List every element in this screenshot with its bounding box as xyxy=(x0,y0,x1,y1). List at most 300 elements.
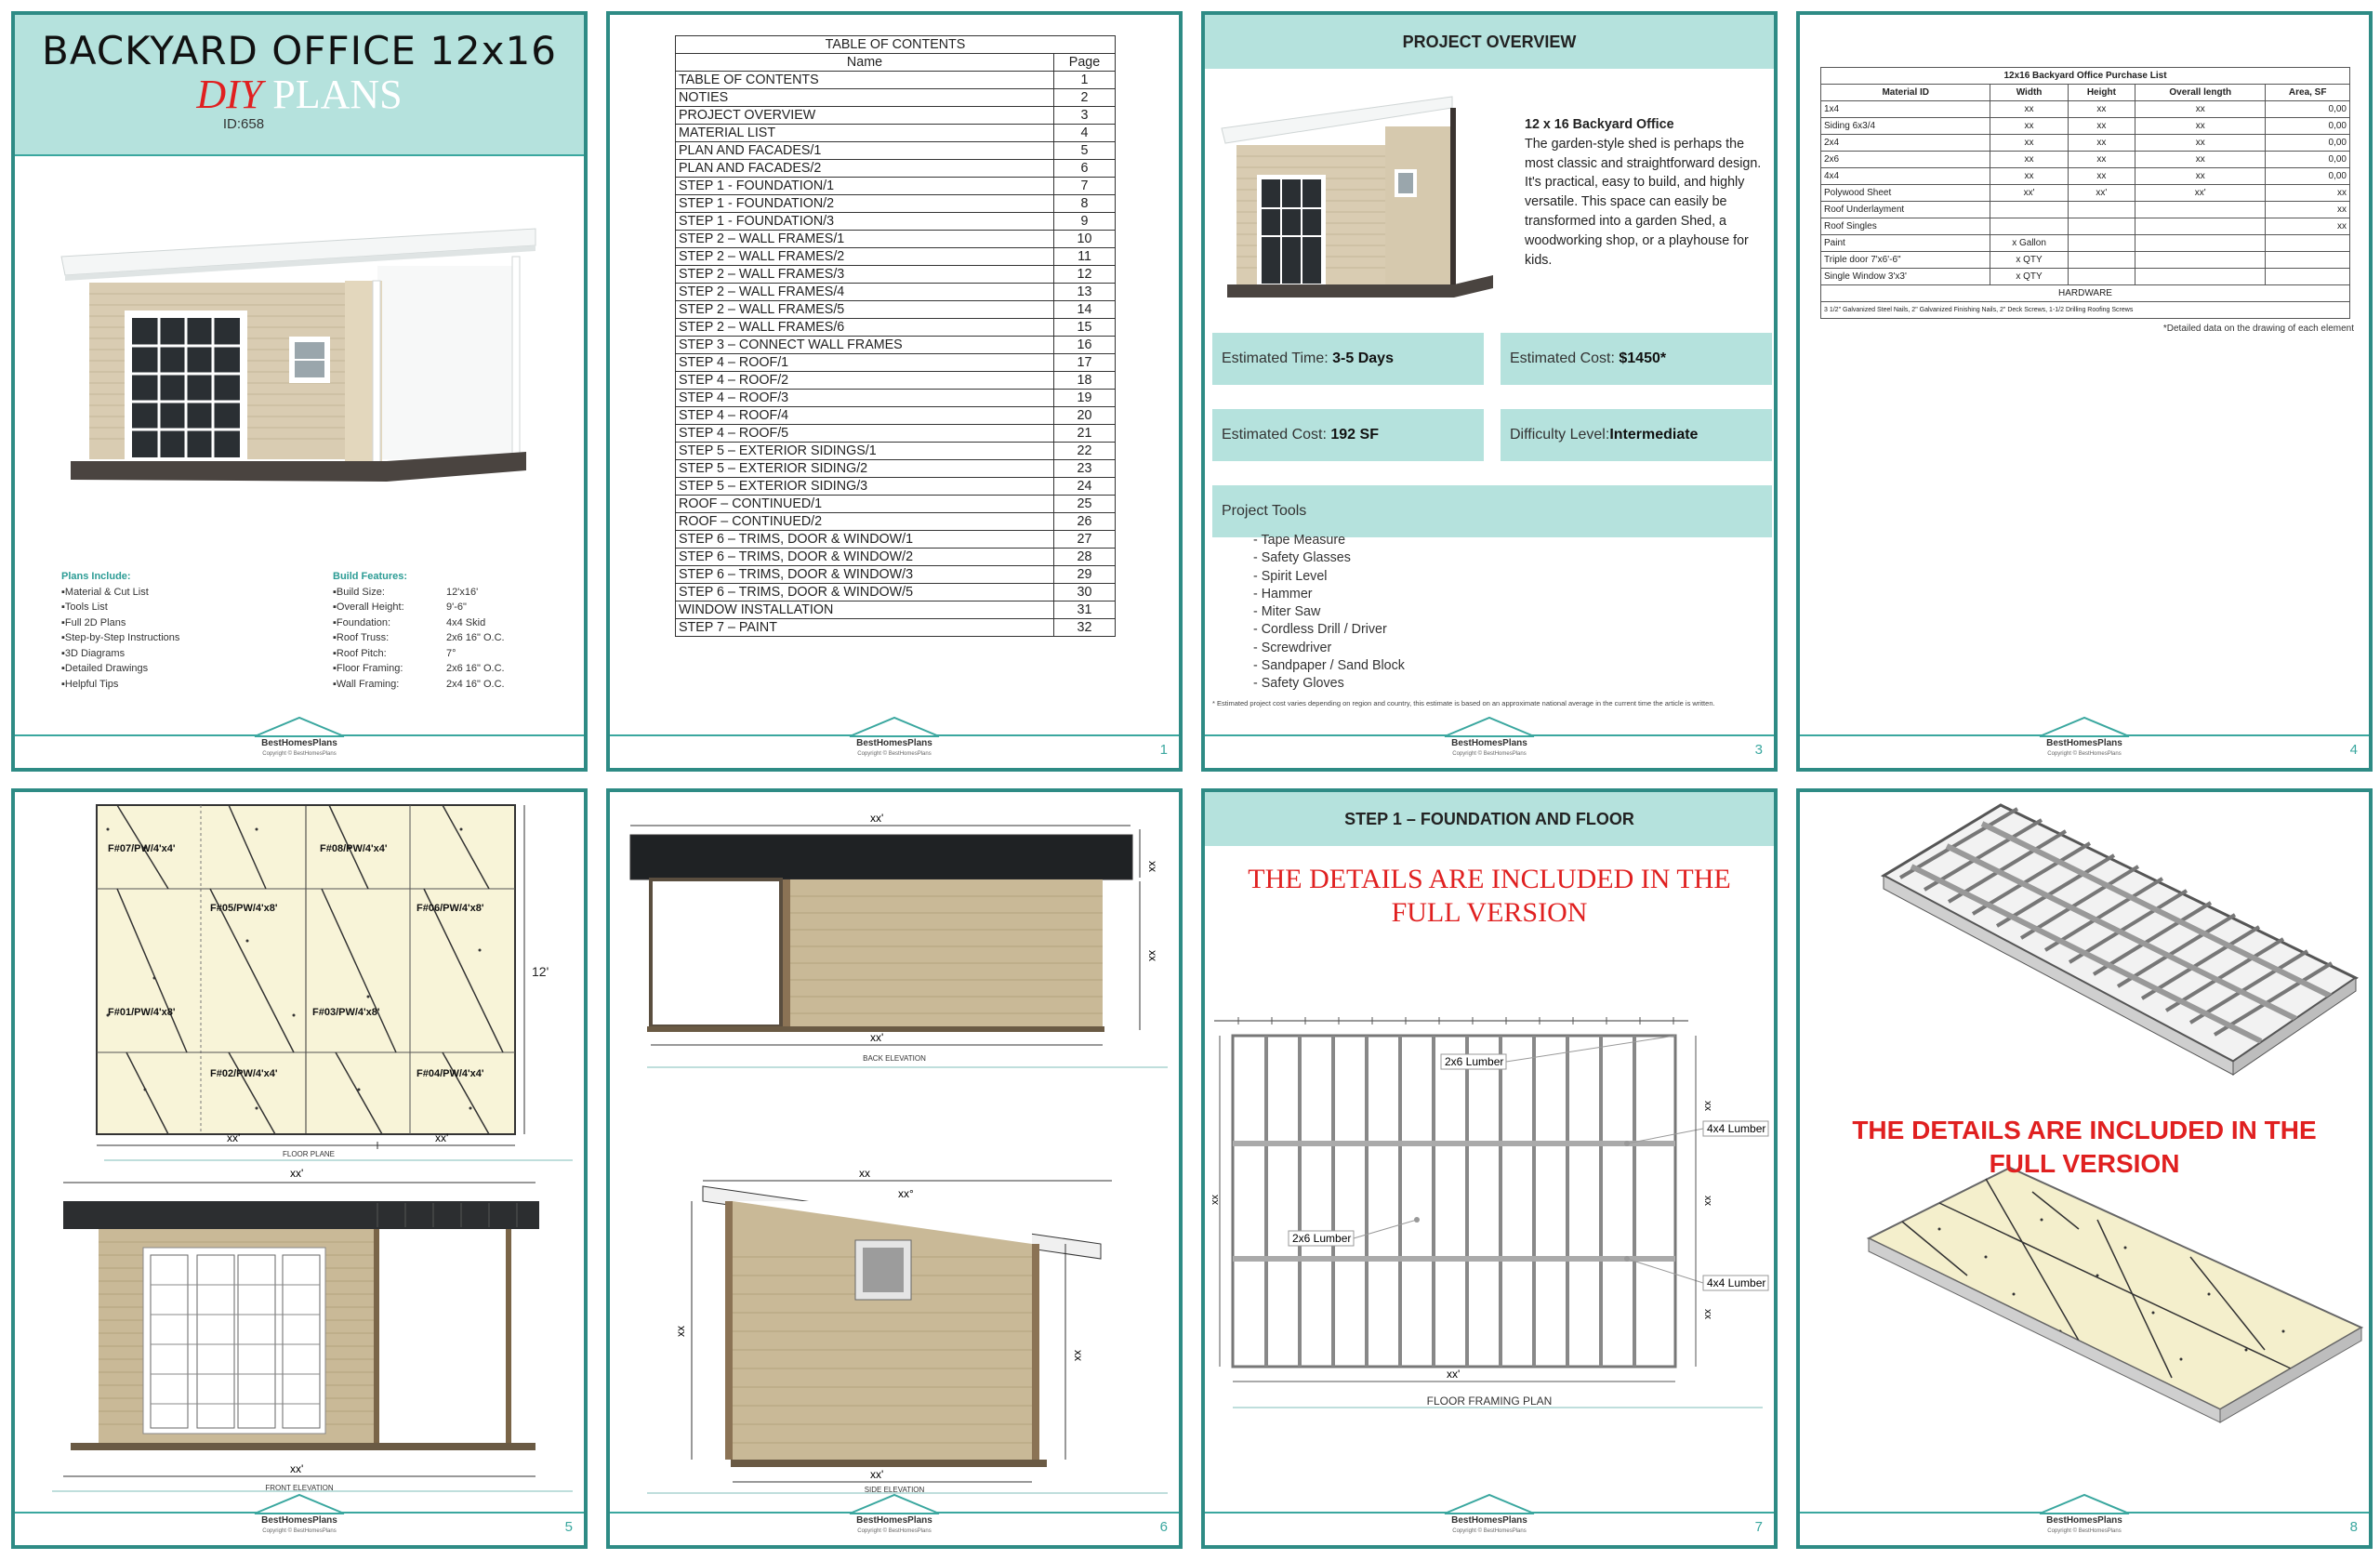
page-footer xyxy=(610,714,1179,768)
material-id-cell: Siding 6x3/4 xyxy=(1821,118,1990,135)
material-value-cell xyxy=(2068,269,2135,285)
sheet-label: F#07/PW/4'x4' xyxy=(108,843,176,854)
toc-entry-name: PLAN AND FACADES/2 xyxy=(676,160,1054,178)
toc-col-name: Name xyxy=(676,54,1054,72)
house-logo-icon xyxy=(2038,1491,2131,1515)
toc-row[interactable] xyxy=(676,284,1116,301)
plans-include-item: ▪3D Diagrams xyxy=(61,647,126,659)
step1-heading: STEP 1 – FOUNDATION AND FLOOR xyxy=(1205,792,1774,846)
material-id-cell: Roof Underlayment xyxy=(1821,202,1990,218)
tool-item: - Sandpaper / Sand Block xyxy=(1253,658,1405,674)
page-number: 1 xyxy=(1159,742,1168,758)
details-notice-line1: THE DETAILS ARE INCLUDED IN THE xyxy=(1852,1116,2317,1144)
page-project-overview[interactable] xyxy=(1201,11,1778,772)
purchase-list-header: Height xyxy=(2068,85,2135,101)
toc-row[interactable] xyxy=(676,478,1116,496)
purchase-list-row xyxy=(1821,101,2350,118)
toc-row[interactable] xyxy=(676,425,1116,443)
toc-row[interactable] xyxy=(676,531,1116,549)
project-tools-box xyxy=(1212,485,1772,537)
front-elevation-caption: FRONT ELEVATION xyxy=(265,1484,334,1492)
dim-label: xx xyxy=(859,1167,870,1180)
estimated-time-box xyxy=(1212,333,1484,385)
lumber-label: 4x4 Lumber xyxy=(1707,1122,1766,1135)
toc-entry-name: STEP 5 – EXTERIOR SIDING/3 xyxy=(676,478,1054,496)
tool-item: - Miter Saw xyxy=(1253,604,1321,620)
material-value-cell: xx xyxy=(2135,152,2266,168)
estimated-area-label: Estimated Cost: xyxy=(1222,427,1331,443)
toc-entry-page: 19 xyxy=(1054,390,1116,407)
dim-label: xx' xyxy=(290,1167,304,1180)
house-logo-icon xyxy=(2038,714,2131,738)
toc-row[interactable] xyxy=(676,248,1116,266)
toc-entry-name: STEP 1 - FOUNDATION/1 xyxy=(676,178,1054,195)
material-value-cell: xx' xyxy=(2135,185,2266,202)
toc-entry-name: STEP 5 – EXTERIOR SIDINGS/1 xyxy=(676,443,1054,460)
toc-title: TABLE OF CONTENTS xyxy=(676,36,1116,54)
toc-row[interactable] xyxy=(676,160,1116,178)
toc-col-page: Page xyxy=(1054,54,1116,72)
toc-row[interactable] xyxy=(676,513,1116,531)
dim-label: xx xyxy=(674,1326,687,1337)
toc-entry-name: STEP 4 – ROOF/2 xyxy=(676,372,1054,390)
footer-copyright: Copyright © BestHomesPlans xyxy=(857,751,932,757)
build-feature-item: ▪Roof Pitch: 7° xyxy=(333,647,456,659)
toc-entry-page: 27 xyxy=(1054,531,1116,549)
lumber-label: 2x6 Lumber xyxy=(1445,1055,1504,1068)
page-footer xyxy=(1800,1491,2369,1545)
side-elevation-caption: SIDE ELEVATION xyxy=(864,1486,925,1494)
toc-entry-name: STEP 2 – WALL FRAMES/1 xyxy=(676,231,1054,248)
toc-row[interactable] xyxy=(676,301,1116,319)
footer-brand: BestHomesPlans xyxy=(2046,738,2122,748)
material-value-cell: xx' xyxy=(1990,185,2068,202)
toc-entry-page: 15 xyxy=(1054,319,1116,337)
page-footer xyxy=(1800,714,2369,768)
tool-item: - Safety Glasses xyxy=(1253,550,1351,566)
toc-entry-name: STEP 4 – ROOF/4 xyxy=(676,407,1054,425)
page-footer xyxy=(15,1491,584,1545)
lumber-label: 2x6 Lumber xyxy=(1292,1232,1352,1245)
toc-row[interactable] xyxy=(676,549,1116,566)
material-value-cell: xx xyxy=(2266,218,2350,235)
toc-entry-page: 29 xyxy=(1054,566,1116,584)
details-notice-line2: FULL VERSION xyxy=(1391,897,1588,928)
toc-entry-page: 4 xyxy=(1054,125,1116,142)
material-value-cell: x QTY xyxy=(1990,252,2068,269)
estimated-cost-label: Estimated Cost: xyxy=(1510,350,1620,366)
plans-include-item: ▪Full 2D Plans xyxy=(61,616,126,628)
difficulty-box xyxy=(1501,409,1772,461)
toc-entry-page: 10 xyxy=(1054,231,1116,248)
material-value-cell: xx xyxy=(2135,168,2266,185)
build-feature-item: ▪Wall Framing: 2x4 16" O.C. xyxy=(333,678,505,690)
material-value-cell xyxy=(2135,269,2266,285)
estimated-time-label: Estimated Time: xyxy=(1222,350,1333,366)
toc-row[interactable] xyxy=(676,337,1116,354)
cover-plans: PLANS xyxy=(272,72,403,117)
toc-entry-name: STEP 2 – WALL FRAMES/4 xyxy=(676,284,1054,301)
purchase-list-row xyxy=(1821,118,2350,135)
footer-copyright: Copyright © BestHomesPlans xyxy=(857,1528,932,1534)
material-id-cell: Polywood Sheet xyxy=(1821,185,1990,202)
footer-brand: BestHomesPlans xyxy=(261,1515,337,1526)
toc-row[interactable] xyxy=(676,142,1116,160)
tool-item: - Cordless Drill / Driver xyxy=(1253,622,1387,638)
toc-entry-name: STEP 6 – TRIMS, DOOR & WINDOW/2 xyxy=(676,549,1054,566)
material-value-cell: xx xyxy=(1990,101,2068,118)
material-value-cell: xx xyxy=(2068,168,2135,185)
toc-entry-name: STEP 2 – WALL FRAMES/2 xyxy=(676,248,1054,266)
footer-brand: BestHomesPlans xyxy=(1451,738,1527,748)
build-feature-item: ▪Foundation: 4x4 Skid xyxy=(333,616,486,628)
toc-row[interactable] xyxy=(676,178,1116,195)
toc-row[interactable] xyxy=(676,213,1116,231)
build-feature-item: ▪Floor Framing: 2x6 16" O.C. xyxy=(333,663,505,674)
sheet-label: F#08/PW/4'x4' xyxy=(320,843,388,854)
material-value-cell xyxy=(1990,202,2068,218)
project-tools-list xyxy=(1253,532,1405,694)
page-number: 3 xyxy=(1754,742,1763,758)
toc-entry-page: 3 xyxy=(1054,107,1116,125)
material-value-cell: 0,00 xyxy=(2266,168,2350,185)
toc-entry-page: 5 xyxy=(1054,142,1116,160)
dim-label: 12' xyxy=(532,964,549,979)
toc-entry-page: 9 xyxy=(1054,213,1116,231)
page-footer xyxy=(15,714,584,768)
project-tools-title: Project Tools xyxy=(1222,503,1307,519)
overview-rendering xyxy=(1218,78,1497,311)
purchase-list-row xyxy=(1821,135,2350,152)
toc-entry-page: 8 xyxy=(1054,195,1116,213)
footer-copyright: Copyright © BestHomesPlans xyxy=(2047,751,2122,757)
difficulty-label: Difficulty Level: xyxy=(1510,427,1610,443)
overview-desc-title: 12 x 16 Backyard Office xyxy=(1525,117,1674,132)
details-notice-line1: THE DETAILS ARE INCLUDED IN THE xyxy=(1248,864,1731,894)
toc-entry-name: STEP 4 – ROOF/3 xyxy=(676,390,1054,407)
dim-label: xx' xyxy=(870,1031,884,1044)
toc-entry-page: 31 xyxy=(1054,602,1116,619)
toc-entry-page: 20 xyxy=(1054,407,1116,425)
material-value-cell: xx xyxy=(2068,152,2135,168)
material-value-cell: xx xyxy=(1990,168,2068,185)
build-features xyxy=(333,569,575,692)
material-value-cell xyxy=(2068,235,2135,252)
material-value-cell xyxy=(2266,252,2350,269)
floor-framing-drawing xyxy=(1205,792,1774,1499)
toc-entry-name: PLAN AND FACADES/1 xyxy=(676,142,1054,160)
material-value-cell: xx xyxy=(2266,202,2350,218)
toc-row[interactable] xyxy=(676,107,1116,125)
estimated-cost-box xyxy=(1501,333,1772,385)
material-value-cell: xx xyxy=(2135,101,2266,118)
toc-entry-name: ROOF – CONTINUED/1 xyxy=(676,496,1054,513)
tool-item: - Tape Measure xyxy=(1253,533,1346,548)
toc-entry-name: MATERIAL LIST xyxy=(676,125,1054,142)
material-id-cell: 1x4 xyxy=(1821,101,1990,118)
overview-note: * Estimated project cost varies depending on region and country, this estimate is based on an approximate national average in the current time the article is written. xyxy=(1212,699,1715,707)
page-footer xyxy=(1205,1491,1774,1545)
material-id-cell: 2x4 xyxy=(1821,135,1990,152)
cover-id: ID:658 xyxy=(222,116,265,132)
toc-row[interactable] xyxy=(676,319,1116,337)
cover-subtitle xyxy=(15,73,584,116)
details-notice-line2: FULL VERSION xyxy=(1989,1149,2180,1178)
toc-entry-name: STEP 6 – TRIMS, DOOR & WINDOW/5 xyxy=(676,584,1054,602)
sheet-label: F#01/PW/4'x8' xyxy=(108,1007,176,1018)
estimated-area-value: 192 SF xyxy=(1330,427,1379,443)
toc-row[interactable] xyxy=(676,566,1116,584)
toc-entry-name: STEP 4 – ROOF/5 xyxy=(676,425,1054,443)
material-value-cell: x Gallon xyxy=(1990,235,2068,252)
page-cover[interactable] xyxy=(11,11,588,772)
difficulty-value: Intermediate xyxy=(1609,427,1699,443)
footer-brand: BestHomesPlans xyxy=(856,738,932,748)
toc-entry-page: 24 xyxy=(1054,478,1116,496)
toc-entry-name: ROOF – CONTINUED/2 xyxy=(676,513,1054,531)
floor-plane-caption: FLOOR PLANE xyxy=(283,1150,336,1158)
dim-label: xx xyxy=(1702,1309,1713,1319)
dim-label: xx' xyxy=(1447,1368,1461,1381)
footer-brand: BestHomesPlans xyxy=(856,1515,932,1526)
page-floor-plane[interactable] xyxy=(11,788,588,1549)
details-notice xyxy=(1800,1114,2369,1181)
plans-include-item: ▪Step-by-Step Instructions xyxy=(61,632,180,643)
toc-entry-name: STEP 1 - FOUNDATION/2 xyxy=(676,195,1054,213)
cover-rendering xyxy=(52,201,554,498)
house-logo-icon xyxy=(253,714,346,738)
toc-row[interactable] xyxy=(676,619,1116,637)
toc-entry-page: 13 xyxy=(1054,284,1116,301)
material-value-cell: xx xyxy=(1990,152,2068,168)
toc-entry-name: STEP 1 - FOUNDATION/3 xyxy=(676,213,1054,231)
plans-include-item: ▪Material & Cut List xyxy=(61,586,149,598)
toc-row[interactable] xyxy=(676,231,1116,248)
house-logo-icon xyxy=(253,1491,346,1515)
sheet-label: F#02/PW/4'x4' xyxy=(210,1068,278,1079)
toc-entry-name: WINDOW INSTALLATION xyxy=(676,602,1054,619)
cover-header xyxy=(15,15,584,156)
build-feature-item: ▪Overall Height: 9'-6" xyxy=(333,602,467,613)
material-id-cell: 2x6 xyxy=(1821,152,1990,168)
tool-item: - Screwdriver xyxy=(1253,640,1332,655)
plans-include-item: ▪Tools List xyxy=(61,602,108,613)
footer-brand: BestHomesPlans xyxy=(2046,1515,2122,1526)
material-value-cell: 0,00 xyxy=(2266,101,2350,118)
plans-include-item: ▪Helpful Tips xyxy=(61,678,119,690)
purchase-list-row xyxy=(1821,235,2350,252)
toc-entry-name: STEP 6 – TRIMS, DOOR & WINDOW/1 xyxy=(676,531,1054,549)
page-footer xyxy=(1205,714,1774,768)
toc-row[interactable] xyxy=(676,195,1116,213)
overview-description xyxy=(1525,115,1765,270)
plans-include-title: Plans Include: xyxy=(61,571,131,582)
material-value-cell: xx xyxy=(2068,101,2135,118)
purchase-list-row xyxy=(1821,202,2350,218)
elevations-drawing xyxy=(610,792,1179,1499)
purchase-list-row xyxy=(1821,269,2350,285)
material-value-cell: xx xyxy=(1990,135,2068,152)
footer-copyright: Copyright © BestHomesPlans xyxy=(1452,751,1527,757)
material-value-cell: xx xyxy=(2135,118,2266,135)
material-value-cell xyxy=(2135,235,2266,252)
toc-entry-name: STEP 2 – WALL FRAMES/5 xyxy=(676,301,1054,319)
dim-label: xx' xyxy=(227,1131,241,1144)
toc-entry-page: 17 xyxy=(1054,354,1116,372)
floor-plane-drawing xyxy=(15,792,584,1499)
page-foundation-3d[interactable] xyxy=(1796,788,2373,1549)
purchase-list-header: Material ID xyxy=(1821,85,1990,101)
toc-entry-page: 25 xyxy=(1054,496,1116,513)
purchase-list-table xyxy=(1820,67,2350,319)
dim-label: xx° xyxy=(898,1187,914,1200)
footer-brand: BestHomesPlans xyxy=(1451,1515,1527,1526)
page-elevations[interactable] xyxy=(606,788,1183,1549)
estimated-area-box xyxy=(1212,409,1484,461)
toc-entry-page: 12 xyxy=(1054,266,1116,284)
toc-entry-name: STEP 7 – PAINT xyxy=(676,619,1054,637)
dim-label: xx xyxy=(1146,950,1159,961)
footer-copyright: Copyright © BestHomesPlans xyxy=(262,751,337,757)
page-number: 6 xyxy=(1159,1519,1168,1535)
build-feature-item: ▪Roof Truss: 2x6 16" O.C. xyxy=(333,632,505,643)
material-value-cell: xx xyxy=(2266,185,2350,202)
overview-desc-body: The garden-style shed is perhaps the most classic and straightforward design. It's practical, easy to build, and highly versatile. This space can easily be transformed into a garden Shed, a woodworking shop, or a playhouse for kids. xyxy=(1525,136,1762,268)
material-value-cell: xx' xyxy=(2068,185,2135,202)
toc-entry-name: STEP 3 – CONNECT WALL FRAMES xyxy=(676,337,1054,354)
material-id-cell: Triple door 7'x6'-6" xyxy=(1821,252,1990,269)
dim-label: xx xyxy=(1072,1350,1085,1361)
page-footer xyxy=(610,1491,1179,1545)
toc-row[interactable] xyxy=(676,372,1116,390)
purchase-list-row xyxy=(1821,152,2350,168)
toc-entry-page: 1 xyxy=(1054,72,1116,89)
dim-label: xx' xyxy=(435,1131,449,1144)
toc-row[interactable] xyxy=(676,443,1116,460)
material-value-cell xyxy=(2135,218,2266,235)
toc-entry-page: 6 xyxy=(1054,160,1116,178)
footer-copyright: Copyright © BestHomesPlans xyxy=(262,1528,337,1534)
purchase-list-header: Width xyxy=(1990,85,2068,101)
build-feature-item: ▪Build Size: 12'x16' xyxy=(333,586,479,598)
material-value-cell xyxy=(2068,252,2135,269)
material-value-cell: 0,00 xyxy=(2266,135,2350,152)
toc-row[interactable] xyxy=(676,354,1116,372)
material-value-cell: xx xyxy=(2135,135,2266,152)
material-value-cell: 0,00 xyxy=(2266,152,2350,168)
toc-entry-page: 21 xyxy=(1054,425,1116,443)
dim-label: xx xyxy=(1210,1195,1221,1205)
toc-entry-page: 30 xyxy=(1054,584,1116,602)
toc-entry-name: TABLE OF CONTENTS xyxy=(676,72,1054,89)
cover-title: BACKYARD OFFICE 12x16 xyxy=(42,28,557,73)
toc-entry-page: 7 xyxy=(1054,178,1116,195)
toc-row[interactable] xyxy=(676,602,1116,619)
purchase-list-row xyxy=(1821,168,2350,185)
purchase-list-title: 12x16 Backyard Office Purchase List xyxy=(1821,68,2350,85)
tool-item: - Safety Gloves xyxy=(1253,676,1344,692)
page-purchase-list[interactable] xyxy=(1796,11,2373,772)
sheet-label: F#06/PW/4'x8' xyxy=(416,903,484,914)
purchase-list-row xyxy=(1821,218,2350,235)
toc-table xyxy=(675,35,1116,637)
material-id-cell: Roof Singles xyxy=(1821,218,1990,235)
material-value-cell xyxy=(1990,218,2068,235)
footer-copyright: Copyright © BestHomesPlans xyxy=(1452,1528,1527,1534)
purchase-list-header: Area, SF xyxy=(2266,85,2350,101)
toc-entry-page: 26 xyxy=(1054,513,1116,531)
toc-row[interactable] xyxy=(676,89,1116,107)
toc-row[interactable] xyxy=(676,266,1116,284)
tool-item: - Hammer xyxy=(1253,586,1313,602)
toc-entry-name: PROJECT OVERVIEW xyxy=(676,107,1054,125)
estimated-cost-value: $1450* xyxy=(1619,350,1667,366)
toc-entry-name: STEP 6 – TRIMS, DOOR & WINDOW/3 xyxy=(676,566,1054,584)
page-step1-foundation[interactable] xyxy=(1201,788,1778,1549)
purchase-list-row xyxy=(1821,252,2350,269)
toc-row[interactable] xyxy=(676,390,1116,407)
build-features-title: Build Features: xyxy=(333,571,408,582)
toc-entry-name: STEP 2 – WALL FRAMES/3 xyxy=(676,266,1054,284)
material-id-cell: Paint xyxy=(1821,235,1990,252)
toc-row[interactable] xyxy=(676,407,1116,425)
toc-entry-page: 2 xyxy=(1054,89,1116,107)
estimated-time-value: 3-5 Days xyxy=(1332,350,1394,366)
dim-label: xx' xyxy=(870,812,884,825)
sheet-label: F#05/PW/4'x8' xyxy=(210,903,278,914)
toc-row[interactable] xyxy=(676,584,1116,602)
back-elevation-caption: BACK ELEVATION xyxy=(863,1054,926,1063)
purchase-list-row xyxy=(1821,185,2350,202)
toc-entry-page: 11 xyxy=(1054,248,1116,266)
toc-entry-page: 18 xyxy=(1054,372,1116,390)
material-value-cell: xx xyxy=(1990,118,2068,135)
toc-entry-page: 23 xyxy=(1054,460,1116,478)
material-value-cell xyxy=(2266,235,2350,252)
page-number: 4 xyxy=(2349,742,2358,758)
hardware-text: 3 1/2" Galvanized Steel Nails, 2" Galvanized Finishing Nails, 2" Deck Screws, 1-1/2 Drilling Roofing Screws xyxy=(1821,302,2350,319)
toc-entry-page: 14 xyxy=(1054,301,1116,319)
material-id-cell: 4x4 xyxy=(1821,168,1990,185)
purchase-list-header: Overall length xyxy=(2135,85,2266,101)
tool-item: - Spirit Level xyxy=(1253,568,1328,584)
toc-entry-name: STEP 2 – WALL FRAMES/6 xyxy=(676,319,1054,337)
dim-label: xx' xyxy=(290,1462,304,1475)
page-number: 8 xyxy=(2349,1519,2358,1535)
house-logo-icon xyxy=(848,1491,941,1515)
toc-entry-page: 32 xyxy=(1054,619,1116,637)
house-logo-icon xyxy=(848,714,941,738)
material-value-cell xyxy=(2266,269,2350,285)
page-number: 5 xyxy=(564,1519,573,1535)
toc-entry-page: 22 xyxy=(1054,443,1116,460)
toc-row[interactable] xyxy=(676,72,1116,89)
material-value-cell xyxy=(2068,202,2135,218)
overview-heading: PROJECT OVERVIEW xyxy=(1205,15,1774,69)
footer-brand: BestHomesPlans xyxy=(261,738,337,748)
toc-row[interactable] xyxy=(676,125,1116,142)
cover-diy: DIY xyxy=(196,72,263,117)
toc-row[interactable] xyxy=(676,460,1116,478)
plans-include xyxy=(61,569,303,692)
toc-row[interactable] xyxy=(676,496,1116,513)
page-toc[interactable] xyxy=(606,11,1183,772)
purchase-list-note: *Detailed data on the drawing of each element xyxy=(2162,324,2354,334)
house-logo-icon xyxy=(1443,714,1536,738)
toc-entry-page: 16 xyxy=(1054,337,1116,354)
toc-entry-name: STEP 4 – ROOF/1 xyxy=(676,354,1054,372)
floor-framing-caption: FLOOR FRAMING PLAN xyxy=(1426,1395,1553,1408)
